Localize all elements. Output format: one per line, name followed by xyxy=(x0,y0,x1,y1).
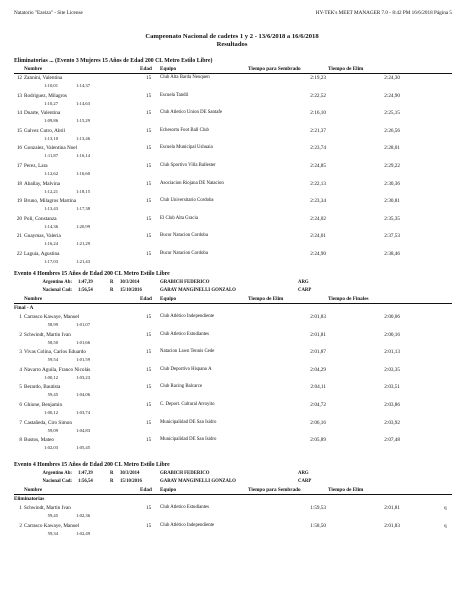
place: 14 xyxy=(16,110,22,117)
seed-time: 2:16,10 xyxy=(310,110,326,117)
team: Bucor Natacion Cordoba xyxy=(160,251,208,256)
result-time: 2:30,81 xyxy=(384,198,400,205)
column-header xyxy=(14,487,452,495)
result-time: 2:01,13 xyxy=(384,349,400,356)
record-flag: R xyxy=(110,471,114,476)
swimmer-name: Guaymas, Valeria xyxy=(24,233,61,240)
result-row xyxy=(14,233,454,241)
age: 15 xyxy=(146,314,152,320)
team: Escuela Tandil xyxy=(160,92,189,98)
record-flag: R xyxy=(110,280,114,285)
column-header-0: Nombre xyxy=(24,66,43,72)
result-time: 2:30,36 xyxy=(384,180,400,187)
result-row xyxy=(14,505,454,513)
swimmer-name: Poli, Constanza xyxy=(24,215,57,222)
split-1: 59,34 xyxy=(47,530,58,536)
result-row xyxy=(14,110,454,118)
split-row xyxy=(14,410,454,417)
split-row xyxy=(14,322,454,329)
seed-time: 2:22,52 xyxy=(310,92,326,99)
swimmer-name: Ghione, Benjamin xyxy=(24,402,63,408)
result-row xyxy=(14,349,454,357)
seed-time: 2:01,81 xyxy=(310,331,326,338)
record-time: 1:47,39 xyxy=(78,471,93,476)
team: Municipalidad DE San Isidro xyxy=(160,437,217,443)
split-row xyxy=(14,153,454,160)
split-1: 1:10,27 xyxy=(44,100,58,106)
header-left: Natatorio "Ezeiza" - Site License xyxy=(14,10,83,16)
swimmer-name: Laguia, Agustina xyxy=(24,251,60,257)
swimmer-name: Carrasco Kawaye, Manuel xyxy=(24,314,80,320)
swimmer-name: Castañeda, Ciro Simon xyxy=(24,419,72,426)
split-row xyxy=(14,531,454,538)
place: 17 xyxy=(16,163,22,169)
team: Escuela Municipal Ushuaia xyxy=(160,145,213,151)
place: 1 xyxy=(19,505,22,511)
seed-time: 2:22,13 xyxy=(310,180,326,187)
age: 15 xyxy=(146,349,152,356)
split-1: 1:12,62 xyxy=(44,171,58,176)
result-time: 2:24,30 xyxy=(384,75,400,81)
seed-time: 2:19,23 xyxy=(310,75,326,81)
place: 19 xyxy=(16,198,22,205)
result-time: 2:00,16 xyxy=(384,331,400,338)
split-1: 1:14,36 xyxy=(44,223,58,229)
record-row xyxy=(14,471,454,478)
split-row xyxy=(14,136,454,143)
seed-time: 2:24,01 xyxy=(310,233,326,240)
record-flag: R xyxy=(110,479,114,484)
place: 8 xyxy=(19,437,22,444)
swimmer-name: Perez, Lara xyxy=(24,163,48,169)
swimmer-name: Gonzalez, Valentina Noel xyxy=(24,145,78,152)
age: 15 xyxy=(146,92,152,99)
split-2: 1:14,37 xyxy=(76,83,90,88)
result-row xyxy=(14,216,454,224)
record-date: 30/3/2014 xyxy=(120,471,140,476)
swimmer-name: Zannini, Valentina xyxy=(24,75,63,81)
result-time: 2:25,15 xyxy=(384,110,400,117)
column-header-1: Edad xyxy=(140,66,152,72)
split-2: 1:20,99 xyxy=(76,223,90,229)
seed-time: 2:01,87 xyxy=(310,349,326,356)
split-2: 1:03,74 xyxy=(76,410,90,415)
split-1: 1:13,43 xyxy=(44,206,58,212)
record-date: 15/10/2016 xyxy=(120,288,142,293)
event-heading: Eliminatorias ... (Evento 3 Mujeres 15 Años de Edad 200 CL Metro Estilo Libre) xyxy=(14,58,213,64)
result-row xyxy=(14,402,454,410)
split-row xyxy=(14,171,454,178)
age: 15 xyxy=(146,505,152,511)
team: Club Atlético Independiente xyxy=(160,522,215,528)
heat-label: Eliminatorias xyxy=(14,496,45,502)
place: 15 xyxy=(16,127,22,134)
split-1: 1:09,86 xyxy=(44,118,58,124)
record-label: Argentino Ab: xyxy=(42,280,72,285)
age: 15 xyxy=(146,251,152,257)
result-time: 2:07,48 xyxy=(384,437,400,444)
column-header-3: Tiempo para Sembrado xyxy=(248,66,301,72)
split-1: 1:17,03 xyxy=(44,259,58,264)
column-header-3: Tiempo de Elim xyxy=(248,296,284,302)
place: 22 xyxy=(16,251,22,257)
place: 12 xyxy=(16,75,22,81)
result-row xyxy=(14,198,454,206)
event-heading: Evento 4 Hombres 15 Años de Edad 200 CL Metro Estilo Libre xyxy=(14,271,170,277)
column-header-2: Equipo xyxy=(160,296,177,302)
swimmer-name: Aballay, Malvina xyxy=(24,180,60,187)
split-2: 1:04,83 xyxy=(76,427,90,433)
split-1: 58,50 xyxy=(47,339,58,345)
result-time: 2:01,81 xyxy=(384,505,400,511)
swimmer-name: Navarro Aguila, Franco Nicolás xyxy=(24,366,91,373)
split-1: 1:12,21 xyxy=(44,188,58,194)
result-time: 2:00,06 xyxy=(384,314,400,320)
seed-time: 2:04,29 xyxy=(310,366,326,373)
team: C. Deport. Cultural Arroyito xyxy=(160,402,215,407)
split-1: 1:00,12 xyxy=(44,410,58,415)
result-row xyxy=(14,332,454,340)
swimmer-name: Schwindt, Martin Ivan xyxy=(24,331,71,338)
split-1: 1:02,03 xyxy=(44,445,58,451)
age: 15 xyxy=(146,198,152,205)
column-header-2: Equipo xyxy=(160,66,177,72)
record-label: Argentino Ab: xyxy=(42,471,72,476)
age: 15 xyxy=(146,163,152,169)
split-row xyxy=(14,241,454,248)
column-header-0: Nombre xyxy=(24,487,43,493)
split-1: 1:16,24 xyxy=(44,241,58,247)
split-1: 59,54 xyxy=(47,357,58,363)
split-row xyxy=(14,83,454,90)
age: 15 xyxy=(146,522,152,529)
place: 16 xyxy=(16,145,22,152)
record-holder: GRABICH FEDERICO xyxy=(160,280,210,285)
swimmer-name: Vivas Colina, Carlos Eduardo xyxy=(24,349,86,356)
split-2: 1:01,07 xyxy=(76,322,90,327)
result-time: 2:28,01 xyxy=(384,145,400,152)
record-time: 1:56,54 xyxy=(78,479,93,484)
place: 13 xyxy=(16,92,22,99)
team: Club Sportivo Villa Ballester xyxy=(160,163,216,168)
record-team: CARP xyxy=(298,479,312,484)
split-row xyxy=(14,206,454,213)
swimmer-name: Bruno, Milagros Martina xyxy=(24,198,77,205)
heat-label: Final - A xyxy=(14,305,34,311)
split-2: 1:01,59 xyxy=(76,357,90,363)
seed-time: 2:04,11 xyxy=(310,384,326,391)
result-row xyxy=(14,93,454,101)
split-row xyxy=(14,101,454,108)
record-team: ARG xyxy=(298,471,309,476)
place: 7 xyxy=(19,419,22,426)
column-header-1: Edad xyxy=(140,296,152,302)
age: 15 xyxy=(146,384,152,391)
split-1: 59,45 xyxy=(47,513,58,518)
age: 15 xyxy=(146,331,152,338)
team: Club Alta Barda Neuquen xyxy=(160,75,210,80)
record-row xyxy=(14,288,454,295)
split-1: 1:10,01 xyxy=(44,83,58,88)
split-2: 1:01,66 xyxy=(76,339,90,345)
age: 15 xyxy=(146,145,152,152)
qualifier-mark: q xyxy=(444,522,447,529)
split-row xyxy=(14,224,454,231)
result-time: 2:24,90 xyxy=(384,92,400,99)
age: 15 xyxy=(146,110,152,117)
seed-time: 2:21,37 xyxy=(310,127,326,134)
record-date: 15/10/2016 xyxy=(120,479,142,484)
swimmer-name: Berardo, Bautista xyxy=(24,384,61,391)
column-header xyxy=(14,66,452,74)
split-row xyxy=(14,392,454,399)
result-time: 2:29,22 xyxy=(384,163,400,169)
result-row xyxy=(14,181,454,189)
column-header-0: Nombre xyxy=(24,296,43,302)
result-row xyxy=(14,75,454,83)
split-row xyxy=(14,513,454,520)
split-2: 1:02,36 xyxy=(76,513,90,518)
team: Bucor Natacion Cordoba xyxy=(160,233,208,239)
record-team: CARP xyxy=(298,288,312,293)
record-row xyxy=(14,280,454,287)
age: 15 xyxy=(146,180,152,187)
place: 5 xyxy=(19,384,22,391)
split-row xyxy=(14,259,454,266)
team: El Club Alta Gracia xyxy=(160,215,198,221)
team: Club Deportivo Hispano A xyxy=(160,366,212,372)
split-2: 1:18,15 xyxy=(76,188,90,194)
record-holder: GRABICH FEDERICO xyxy=(160,471,210,476)
split-2: 1:17,38 xyxy=(76,206,90,212)
seed-time: 2:24,02 xyxy=(310,215,326,222)
column-header-3: Tiempo para Sembrado xyxy=(248,487,301,493)
age: 15 xyxy=(146,437,152,444)
seed-time: 1:59,53 xyxy=(310,505,326,511)
place: 1 xyxy=(19,314,22,320)
split-1: 59,09 xyxy=(47,427,58,433)
split-2: 1:16,60 xyxy=(76,171,90,176)
split-row xyxy=(14,428,454,435)
seed-time: 2:24,85 xyxy=(310,163,326,169)
split-1: 1:00,12 xyxy=(44,374,58,380)
place: 6 xyxy=(19,402,22,408)
event-heading: Evento 4 Hombres 15 Años de Edad 200 CL Metro Estilo Libre xyxy=(14,462,170,468)
split-2: 1:15,29 xyxy=(76,118,90,124)
age: 15 xyxy=(146,215,152,222)
record-label: Nacional Cad: xyxy=(42,479,72,484)
split-1: 58,99 xyxy=(47,322,58,327)
split-2: 1:02,49 xyxy=(76,530,90,536)
age: 15 xyxy=(146,233,152,240)
seed-time: 2:06,16 xyxy=(310,419,326,426)
split-2: 1:13,46 xyxy=(76,135,90,141)
result-time: 2:01,83 xyxy=(384,522,400,529)
split-2: 1:21,43 xyxy=(76,259,90,264)
record-flag: R xyxy=(110,288,114,293)
results-title: Resultados xyxy=(216,41,248,48)
place: 3 xyxy=(19,349,22,356)
column-header-4: Tiempo de Elim xyxy=(328,487,364,493)
age: 15 xyxy=(146,75,152,81)
place: 18 xyxy=(16,180,22,187)
age: 15 xyxy=(146,366,152,373)
split-row xyxy=(14,340,454,347)
split-1: 59,45 xyxy=(47,392,58,398)
split-2: 1:16,14 xyxy=(76,153,90,159)
record-row xyxy=(14,479,454,486)
team: Echesortu Foot Ball Club xyxy=(160,127,209,133)
column-header-2: Equipo xyxy=(160,487,177,493)
team: Club Atletico Estudiantes xyxy=(160,331,210,337)
seed-time: 2:05,89 xyxy=(310,437,326,444)
result-row xyxy=(14,163,454,171)
place: 4 xyxy=(19,366,22,373)
record-holder: GARAY MANGINELLI GONZALO xyxy=(160,479,236,484)
swimmer-name: Bustos, Mateo xyxy=(24,437,54,444)
result-time: 2:37,53 xyxy=(384,233,400,240)
split-1: 1:13,10 xyxy=(44,135,58,141)
split-row xyxy=(14,375,454,382)
split-2: 1:03,23 xyxy=(76,374,90,380)
team: Club Atletico Union DE Santafe xyxy=(160,110,223,116)
swimmer-name: Rodriguez, Milagros xyxy=(24,92,67,99)
swimmer-name: Schwindt, Martin Ivan xyxy=(24,505,71,511)
record-label: Nacional Cad: xyxy=(42,288,72,293)
result-row xyxy=(14,251,454,259)
age: 15 xyxy=(146,402,152,408)
split-row xyxy=(14,118,454,125)
header-right: HY-TEK's MEET MANAGER 7.0 - 8:42 PM 16/6/2018 Página 5 xyxy=(315,10,452,16)
result-time: 2:26,56 xyxy=(384,127,400,134)
record-date: 30/3/2014 xyxy=(120,280,140,285)
split-1: 1:11,87 xyxy=(44,153,58,159)
swimmer-name: Galvez Cutro, Abril xyxy=(24,127,66,134)
seed-time: 2:23,34 xyxy=(310,198,326,205)
result-row xyxy=(14,384,454,392)
page-header xyxy=(14,10,452,18)
split-row xyxy=(14,357,454,364)
age: 15 xyxy=(146,419,152,426)
team: Asociacion Riojana DE Natacion xyxy=(160,180,224,186)
place: 2 xyxy=(19,522,22,529)
age: 15 xyxy=(146,127,152,134)
result-row xyxy=(14,420,454,428)
seed-time: 1:58,50 xyxy=(310,522,326,529)
split-row xyxy=(14,189,454,196)
result-row xyxy=(14,145,454,153)
record-holder: GARAY MANGINELLI GONZALO xyxy=(160,288,236,293)
result-row xyxy=(14,128,454,136)
record-time: 1:56,54 xyxy=(78,288,93,293)
column-header-4: Tiempo de Finales xyxy=(328,296,369,302)
result-time: 2:03,51 xyxy=(384,384,400,391)
result-row xyxy=(14,523,454,531)
record-time: 1:47,39 xyxy=(78,280,93,285)
column-header-4: Tiempo de Elim xyxy=(328,66,364,72)
result-row xyxy=(14,314,454,322)
team: Natacion Lawn Tennis Cede xyxy=(160,349,215,355)
team: Municipalidad DE San Isidro xyxy=(160,419,217,425)
place: 2 xyxy=(19,331,22,338)
column-header xyxy=(14,296,452,304)
qualifier-mark: q xyxy=(444,505,447,511)
result-time: 2:03,86 xyxy=(384,402,400,408)
result-time: 2:35,35 xyxy=(384,215,400,222)
team: Club Atlético Independiente xyxy=(160,314,215,319)
result-time: 2:03,92 xyxy=(384,419,400,426)
record-team: ARG xyxy=(298,280,309,285)
split-2: 1:05,45 xyxy=(76,445,90,451)
result-time: 2:38,46 xyxy=(384,251,400,257)
split-2: 1:21,29 xyxy=(76,241,90,247)
split-2: 1:14,63 xyxy=(76,100,90,106)
seed-time: 2:04,72 xyxy=(310,402,326,408)
result-time: 2:03,35 xyxy=(384,366,400,373)
team: Club Racing Balcarce xyxy=(160,384,203,390)
place: 21 xyxy=(16,233,22,240)
column-header-1: Edad xyxy=(140,487,152,493)
seed-time: 2:24,90 xyxy=(310,251,326,257)
place: 20 xyxy=(16,215,22,222)
meet-title: Campeonato Nacional de cadetes 1 y 2 - 13/6/2018 a 16/6/2018 xyxy=(145,33,319,40)
result-row xyxy=(14,437,454,445)
seed-time: 2:23,74 xyxy=(310,145,326,152)
split-row xyxy=(14,445,454,452)
seed-time: 2:01,83 xyxy=(310,314,326,320)
team: Club Universitario Cordoba xyxy=(160,198,214,204)
team: Club Atletico Estudiantes xyxy=(160,505,210,510)
split-2: 1:04,06 xyxy=(76,392,90,398)
result-row xyxy=(14,367,454,375)
swimmer-name: Duarte, Valentina xyxy=(24,110,61,117)
swimmer-name: Carrasco Kawaye, Manuel xyxy=(24,522,80,529)
